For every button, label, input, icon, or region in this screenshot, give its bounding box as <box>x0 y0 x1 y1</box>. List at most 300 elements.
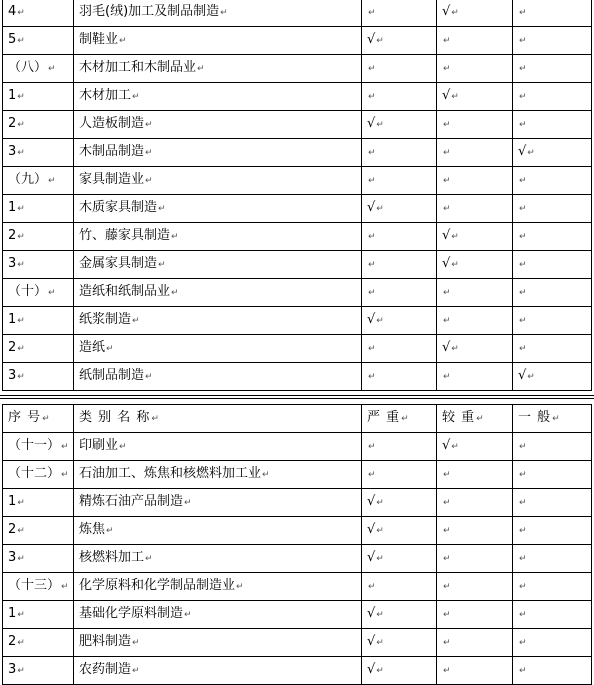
table-row <box>3 55 592 83</box>
paragraph-mark: ↵ <box>519 582 527 592</box>
cell-medium <box>437 573 513 601</box>
paragraph-mark: ↵ <box>368 582 376 592</box>
table-row <box>3 27 592 55</box>
cell-medium <box>437 461 513 489</box>
cell-no <box>3 489 74 517</box>
cell-text: 2 <box>8 228 17 243</box>
paragraph-mark: ↵ <box>145 176 153 186</box>
cell-severe <box>362 545 437 573</box>
paragraph-mark: ↵ <box>443 64 451 74</box>
paragraph-mark: ↵ <box>132 316 140 326</box>
cell-text: 竹、藤家具制造 <box>79 228 171 243</box>
paragraph-mark: ↵ <box>443 372 451 382</box>
cell-text: 5 <box>8 32 17 47</box>
table-row <box>3 307 592 335</box>
cell-category-name <box>74 363 362 391</box>
paragraph-mark: ↵ <box>119 442 127 452</box>
cell-general <box>513 27 592 55</box>
cell-text: 木材加工和木制品业 <box>79 60 197 75</box>
cell-category-name <box>74 433 362 461</box>
cell-severe <box>362 517 437 545</box>
table-row <box>3 223 592 251</box>
paragraph-mark: ↵ <box>376 666 384 676</box>
cell-general <box>513 461 592 489</box>
paragraph-mark: ↵ <box>451 8 459 18</box>
paragraph-mark: ↵ <box>17 232 25 242</box>
cell-category-name <box>74 335 362 363</box>
cell-text: 2 <box>8 634 17 649</box>
paragraph-mark: ↵ <box>17 498 25 508</box>
cell-general <box>513 363 592 391</box>
table-row <box>3 517 592 545</box>
cell-severe <box>362 657 437 685</box>
page-break-line <box>0 395 594 396</box>
paragraph-mark: ↵ <box>368 148 376 158</box>
cell-text: √ <box>367 116 376 131</box>
cell-category-name <box>74 83 362 111</box>
cell-text: √ <box>442 228 451 243</box>
table-row <box>3 167 592 195</box>
paragraph-mark: ↵ <box>376 498 384 508</box>
paragraph-mark: ↵ <box>519 120 527 130</box>
cell-severe <box>362 139 437 167</box>
table-row <box>3 0 592 27</box>
cell-text: 1 <box>8 312 17 327</box>
paragraph-mark: ↵ <box>451 260 459 270</box>
paragraph-mark: ↵ <box>443 498 451 508</box>
cell-category-name <box>74 251 362 279</box>
cell-general <box>513 111 592 139</box>
cell-text: √ <box>367 662 376 677</box>
cell-text: 2 <box>8 522 17 537</box>
cell-general <box>513 489 592 517</box>
cell-category-name <box>74 111 362 139</box>
paragraph-mark: ↵ <box>443 470 451 480</box>
cell-medium <box>437 223 513 251</box>
cell-text: 羽毛(绒)加工及制品制造 <box>79 4 220 19</box>
cell-no <box>3 55 74 83</box>
paragraph-mark: ↵ <box>519 638 527 648</box>
cell-category-name <box>74 55 362 83</box>
paragraph-mark: ↵ <box>519 344 527 354</box>
table-body-bottom <box>3 405 592 685</box>
cell-text: 家具制造业 <box>79 172 145 187</box>
cell-category-name <box>74 279 362 307</box>
table-row <box>3 279 592 307</box>
cell-category-name <box>74 167 362 195</box>
paragraph-mark: ↵ <box>443 316 451 326</box>
paragraph-mark: ↵ <box>145 372 153 382</box>
cell-no <box>3 461 74 489</box>
cell-text: （十三） <box>8 578 61 593</box>
cell-medium <box>437 111 513 139</box>
paragraph-mark: ↵ <box>443 36 451 46</box>
paragraph-mark: ↵ <box>443 120 451 130</box>
cell-text: √ <box>442 340 451 355</box>
table-header-row <box>3 405 592 433</box>
cell-category-name <box>74 307 362 335</box>
cell-text: 3 <box>8 144 17 159</box>
cell-no <box>3 83 74 111</box>
cell-general <box>513 601 592 629</box>
cell-medium <box>437 657 513 685</box>
cell-no <box>3 0 74 27</box>
paragraph-mark: ↵ <box>17 204 25 214</box>
paragraph-mark: ↵ <box>519 610 527 620</box>
cell-severe <box>362 363 437 391</box>
paragraph-mark: ↵ <box>519 8 527 18</box>
cell-medium <box>437 629 513 657</box>
paragraph-mark: ↵ <box>368 176 376 186</box>
header-severe: 严 重↵ <box>362 405 437 433</box>
cell-text: 农药制造 <box>79 662 132 677</box>
cell-text: √ <box>442 4 451 19</box>
cell-general <box>513 335 592 363</box>
table-row <box>3 195 592 223</box>
paragraph-mark: ↵ <box>519 554 527 564</box>
paragraph-mark: ↵ <box>48 64 56 74</box>
cell-text: √ <box>367 312 376 327</box>
paragraph-mark: ↵ <box>519 232 527 242</box>
cell-no <box>3 545 74 573</box>
cell-category-name <box>74 545 362 573</box>
paragraph-mark: ↵ <box>17 526 25 536</box>
paragraph-mark: ↵ <box>48 176 56 186</box>
cell-text: √ <box>367 550 376 565</box>
cell-no <box>3 167 74 195</box>
table-row <box>3 489 592 517</box>
cell-general <box>513 657 592 685</box>
paragraph-mark: ↵ <box>132 92 140 102</box>
paragraph-mark: ↵ <box>145 120 153 130</box>
cell-text: 2 <box>8 116 17 131</box>
paragraph-mark: ↵ <box>368 64 376 74</box>
paragraph-mark: ↵ <box>376 204 384 214</box>
paragraph-mark: ↵ <box>451 344 459 354</box>
paragraph-mark: ↵ <box>119 36 127 46</box>
paragraph-mark: ↵ <box>17 92 25 102</box>
cell-text: 纸制品制造 <box>79 368 145 383</box>
cell-medium <box>437 307 513 335</box>
cell-text: 1 <box>8 494 17 509</box>
paragraph-mark: ↵ <box>443 582 451 592</box>
cell-text: 炼焦 <box>79 522 106 537</box>
cell-medium <box>437 545 513 573</box>
industry-table-top <box>2 0 592 391</box>
cell-medium <box>437 0 513 27</box>
cell-text: 木材加工 <box>79 88 132 103</box>
cell-severe <box>362 433 437 461</box>
table-row <box>3 629 592 657</box>
header-medium: 较 重↵ <box>437 405 513 433</box>
table-row <box>3 83 592 111</box>
cell-general <box>513 629 592 657</box>
paragraph-mark: ↵ <box>376 526 384 536</box>
paragraph-mark: ↵ <box>443 610 451 620</box>
paragraph-mark: ↵ <box>171 232 179 242</box>
cell-no <box>3 279 74 307</box>
cell-no <box>3 363 74 391</box>
cell-medium <box>437 363 513 391</box>
cell-medium <box>437 517 513 545</box>
cell-general <box>513 573 592 601</box>
paragraph-mark: ↵ <box>376 610 384 620</box>
table-row <box>3 601 592 629</box>
table-row <box>3 251 592 279</box>
cell-text: 1 <box>8 88 17 103</box>
cell-severe <box>362 167 437 195</box>
cell-severe <box>362 307 437 335</box>
paragraph-mark: ↵ <box>451 92 459 102</box>
cell-text: 3 <box>8 662 17 677</box>
cell-category-name <box>74 517 362 545</box>
paragraph-mark: ↵ <box>184 610 192 620</box>
header-general: 一 般↵ <box>513 405 592 433</box>
paragraph-mark: ↵ <box>376 638 384 648</box>
paragraph-mark: ↵ <box>443 204 451 214</box>
table-row <box>3 545 592 573</box>
paragraph-mark: ↵ <box>368 470 376 480</box>
paragraph-mark: ↵ <box>451 442 459 452</box>
paragraph-mark: ↵ <box>519 36 527 46</box>
cell-text: 1 <box>8 606 17 621</box>
header-no: 序 号↵ <box>3 405 74 433</box>
paragraph-mark: ↵ <box>519 470 527 480</box>
cell-text: 4 <box>8 4 17 19</box>
paragraph-mark: ↵ <box>443 288 451 298</box>
cell-medium <box>437 83 513 111</box>
paragraph-mark: ↵ <box>376 316 384 326</box>
paragraph-mark: ↵ <box>171 288 179 298</box>
paragraph-mark: ↵ <box>527 148 535 158</box>
cell-text: （十二） <box>8 466 61 481</box>
paragraph-mark: ↵ <box>61 442 69 452</box>
cell-severe <box>362 279 437 307</box>
paragraph-mark: ↵ <box>376 120 384 130</box>
cell-general <box>513 251 592 279</box>
cell-medium <box>437 279 513 307</box>
paragraph-mark: ↵ <box>368 8 376 18</box>
cell-text: 3 <box>8 256 17 271</box>
paragraph-mark: ↵ <box>376 36 384 46</box>
paragraph-mark: ↵ <box>443 554 451 564</box>
paragraph-mark: ↵ <box>106 344 114 354</box>
cell-text: 核燃料加工 <box>79 550 145 565</box>
cell-no <box>3 27 74 55</box>
table-body-top <box>3 0 592 391</box>
cell-category-name <box>74 573 362 601</box>
cell-text: 木制品制造 <box>79 144 145 159</box>
industry-table-bottom <box>2 404 592 685</box>
cell-general <box>513 139 592 167</box>
cell-text: 木质家具制造 <box>79 200 158 215</box>
cell-medium <box>437 195 513 223</box>
table-row <box>3 335 592 363</box>
cell-no <box>3 573 74 601</box>
cell-general <box>513 517 592 545</box>
cell-category-name <box>74 27 362 55</box>
table-row <box>3 657 592 685</box>
paragraph-mark: ↵ <box>132 666 140 676</box>
cell-severe <box>362 27 437 55</box>
paragraph-mark: ↵ <box>17 638 25 648</box>
paragraph-mark: ↵ <box>519 64 527 74</box>
cell-text: 基础化学原料制造 <box>79 606 184 621</box>
paragraph-mark: ↵ <box>368 260 376 270</box>
cell-text: √ <box>442 438 451 453</box>
paragraph-mark: ↵ <box>443 666 451 676</box>
paragraph-mark: ↵ <box>443 526 451 536</box>
cell-general <box>513 307 592 335</box>
cell-severe <box>362 195 437 223</box>
cell-general <box>513 83 592 111</box>
paragraph-mark: ↵ <box>519 176 527 186</box>
cell-medium <box>437 27 513 55</box>
paragraph-mark: ↵ <box>443 176 451 186</box>
paragraph-mark: ↵ <box>17 148 25 158</box>
cell-severe <box>362 223 437 251</box>
paragraph-mark: ↵ <box>132 638 140 648</box>
page-break-line <box>0 398 594 399</box>
paragraph-mark: ↵ <box>519 204 527 214</box>
paragraph-mark: ↵ <box>368 232 376 242</box>
paragraph-mark: ↵ <box>17 666 25 676</box>
cell-category-name <box>74 601 362 629</box>
cell-medium <box>437 167 513 195</box>
cell-general <box>513 0 592 27</box>
paragraph-mark: ↵ <box>519 442 527 452</box>
cell-text: 3 <box>8 368 17 383</box>
paragraph-mark: ↵ <box>368 344 376 354</box>
cell-no <box>3 629 74 657</box>
cell-no <box>3 307 74 335</box>
cell-general <box>513 279 592 307</box>
cell-text: （八） <box>8 60 48 75</box>
cell-severe <box>362 489 437 517</box>
paragraph-mark: ↵ <box>368 442 376 452</box>
paragraph-mark: ↵ <box>443 638 451 648</box>
paragraph-mark: ↵ <box>17 316 25 326</box>
cell-text: 肥料制造 <box>79 634 132 649</box>
paragraph-mark: ↵ <box>145 148 153 158</box>
cell-text: 石油加工、炼焦和核燃料加工业 <box>79 466 262 481</box>
cell-text: √ <box>518 368 527 383</box>
table-row <box>3 461 592 489</box>
paragraph-mark: ↵ <box>17 120 25 130</box>
paragraph-mark: ↵ <box>158 260 166 270</box>
cell-text: 造纸 <box>79 340 106 355</box>
cell-no <box>3 223 74 251</box>
cell-medium <box>437 489 513 517</box>
cell-general <box>513 195 592 223</box>
table-row <box>3 433 592 461</box>
cell-text: （十一） <box>8 438 61 453</box>
cell-no <box>3 601 74 629</box>
cell-severe <box>362 111 437 139</box>
table-row <box>3 363 592 391</box>
cell-no <box>3 251 74 279</box>
cell-category-name <box>74 223 362 251</box>
cell-no <box>3 657 74 685</box>
cell-category-name <box>74 139 362 167</box>
paragraph-mark: ↵ <box>17 36 25 46</box>
cell-text: √ <box>367 32 376 47</box>
cell-text: 化学原料和化学制品制造业 <box>79 578 236 593</box>
paragraph-mark: ↵ <box>61 470 69 480</box>
paragraph-mark: ↵ <box>17 610 25 620</box>
cell-category-name <box>74 489 362 517</box>
cell-text: √ <box>518 144 527 159</box>
cell-general <box>513 55 592 83</box>
cell-severe <box>362 55 437 83</box>
paragraph-mark: ↵ <box>368 288 376 298</box>
cell-text: 精炼石油产品制造 <box>79 494 184 509</box>
paragraph-mark: ↵ <box>376 554 384 564</box>
cell-severe <box>362 83 437 111</box>
cell-no <box>3 111 74 139</box>
table-row <box>3 111 592 139</box>
paragraph-mark: ↵ <box>519 92 527 102</box>
paragraph-mark: ↵ <box>17 8 25 18</box>
cell-text: √ <box>367 494 376 509</box>
cell-text: 1 <box>8 200 17 215</box>
cell-text: 2 <box>8 340 17 355</box>
cell-medium <box>437 251 513 279</box>
paragraph-mark: ↵ <box>519 260 527 270</box>
cell-general <box>513 223 592 251</box>
paragraph-mark: ↵ <box>48 288 56 298</box>
paragraph-mark: ↵ <box>17 260 25 270</box>
cell-text: √ <box>367 634 376 649</box>
paragraph-mark: ↵ <box>519 498 527 508</box>
paragraph-mark: ↵ <box>197 64 205 74</box>
paragraph-mark: ↵ <box>527 372 535 382</box>
cell-text: √ <box>442 256 451 271</box>
paragraph-mark: ↵ <box>145 554 153 564</box>
cell-text: √ <box>367 522 376 537</box>
cell-text: 纸浆制造 <box>79 312 132 327</box>
cell-text: 造纸和纸制品业 <box>79 284 171 299</box>
cell-category-name <box>74 195 362 223</box>
cell-text: √ <box>367 200 376 215</box>
cell-text: 制鞋业 <box>79 32 119 47</box>
cell-severe <box>362 0 437 27</box>
cell-category-name <box>74 629 362 657</box>
paragraph-mark: ↵ <box>184 498 192 508</box>
cell-text: 3 <box>8 550 17 565</box>
paragraph-mark: ↵ <box>451 232 459 242</box>
cell-text: √ <box>442 88 451 103</box>
paragraph-mark: ↵ <box>220 8 228 18</box>
header-name: 类 别 名 称↵ <box>74 405 362 433</box>
cell-text: √ <box>367 606 376 621</box>
cell-general <box>513 545 592 573</box>
paragraph-mark: ↵ <box>519 666 527 676</box>
cell-text: 印刷业 <box>79 438 119 453</box>
table-row <box>3 573 592 601</box>
paragraph-mark: ↵ <box>236 582 244 592</box>
paragraph-mark: ↵ <box>368 372 376 382</box>
cell-category-name <box>74 0 362 27</box>
cell-general <box>513 433 592 461</box>
cell-text: 人造板制造 <box>79 116 145 131</box>
paragraph-mark: ↵ <box>106 526 114 536</box>
paragraph-mark: ↵ <box>443 148 451 158</box>
cell-text: （九） <box>8 172 48 187</box>
cell-medium <box>437 139 513 167</box>
cell-general <box>513 167 592 195</box>
paragraph-mark: ↵ <box>519 288 527 298</box>
